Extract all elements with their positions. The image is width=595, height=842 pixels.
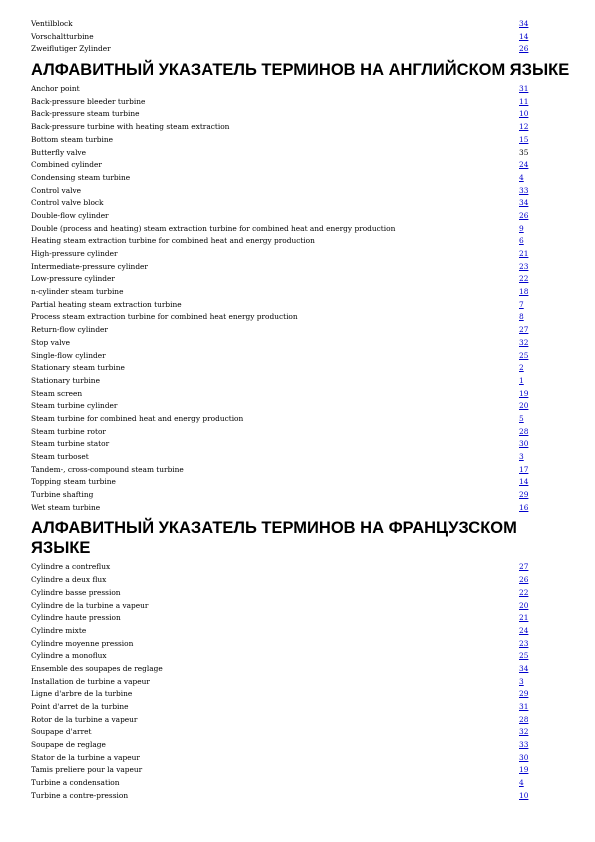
term-number-link[interactable]: 15 xyxy=(519,134,529,144)
term-number-link[interactable]: 25 xyxy=(519,350,529,360)
term-number-link[interactable]: 22 xyxy=(519,274,529,284)
index-entry xyxy=(31,638,531,651)
index-term: Double (process and heating) steam extraction turbine for combined heat and energy production xyxy=(31,223,396,233)
index-entry xyxy=(31,350,531,363)
index-entry xyxy=(31,248,531,261)
index-entry xyxy=(31,752,531,765)
term-number-link[interactable]: 27 xyxy=(519,325,529,335)
index-term: Zweiflutiger Zylinder xyxy=(31,44,111,54)
index-term: Cylindre mixte xyxy=(31,625,87,635)
term-number-link[interactable]: 31 xyxy=(519,84,529,94)
term-number-link[interactable]: 9 xyxy=(519,223,524,233)
index-entry xyxy=(31,388,531,401)
index-entry xyxy=(31,375,531,388)
index-entry xyxy=(31,134,531,147)
term-number-link[interactable]: 30 xyxy=(519,439,529,449)
term-number-link[interactable]: 3 xyxy=(519,676,524,686)
term-number-link[interactable]: 19 xyxy=(519,765,529,775)
term-number-link[interactable]: 2 xyxy=(519,363,524,373)
index-term: Tandem-, cross-compound steam turbine xyxy=(31,464,184,474)
index-entry xyxy=(31,451,531,464)
term-number-link[interactable]: 32 xyxy=(519,337,529,347)
index-term: Stationary turbine xyxy=(31,375,100,385)
index-entry xyxy=(31,476,531,489)
index-entry xyxy=(31,790,531,803)
index-entry xyxy=(31,273,531,286)
term-number-link[interactable]: 8 xyxy=(519,312,524,322)
term-number-link[interactable]: 6 xyxy=(519,236,524,246)
index-term: n-cylinder steam turbine xyxy=(31,287,124,297)
index-entry xyxy=(31,311,531,324)
index-entry xyxy=(31,43,531,56)
index-entry xyxy=(31,464,531,477)
term-number-link[interactable]: 28 xyxy=(519,714,529,724)
term-number-link[interactable]: 22 xyxy=(519,587,529,597)
term-number-link[interactable]: 1 xyxy=(519,375,524,385)
term-number-link[interactable]: 7 xyxy=(519,299,524,309)
index-entry xyxy=(31,362,531,375)
index-term: Turbine a contre-pression xyxy=(31,790,129,800)
index-term: Condensing steam turbine xyxy=(31,172,131,182)
index-term: Combined cylinder xyxy=(31,160,102,170)
term-number-link[interactable]: 27 xyxy=(519,562,529,572)
index-term: Anchor point xyxy=(31,84,80,94)
index-entry xyxy=(31,574,531,587)
index-term: Partial heating steam extraction turbine xyxy=(31,299,182,309)
term-number-link[interactable]: 34 xyxy=(519,198,529,208)
index-entry xyxy=(31,400,531,413)
index-entry xyxy=(31,587,531,600)
index-term: Stationary steam turbine xyxy=(31,363,125,373)
index-term: Intermediate-pressure cylinder xyxy=(31,261,148,271)
index-term: Cylindre haute pression xyxy=(31,613,121,623)
index-term: Stator de la turbine a vapeur xyxy=(31,752,140,762)
term-number-link[interactable]: 19 xyxy=(519,388,529,398)
term-number-link[interactable]: 25 xyxy=(519,651,529,661)
index-entry xyxy=(31,489,531,502)
index-entry xyxy=(31,561,531,574)
index-term: Cylindre a monoflux xyxy=(31,651,107,661)
index-entry xyxy=(31,714,531,727)
index-term: Wet steam turbine xyxy=(31,502,101,512)
index-entry xyxy=(31,739,531,752)
term-number-link[interactable]: 3 xyxy=(519,452,524,461)
index-entry xyxy=(31,223,531,236)
index-term: Ensemble des soupapes de reglage xyxy=(31,663,163,673)
term-number-link[interactable]: 20 xyxy=(519,600,529,610)
index-term: Steam turbine for combined heat and energy production xyxy=(31,413,244,423)
index-term: Ventilblock xyxy=(31,19,73,28)
index-entry xyxy=(31,600,531,613)
index-term: Turbine a condensation xyxy=(31,778,120,788)
index-entry xyxy=(31,299,531,312)
french-index-list xyxy=(31,561,531,802)
index-entry xyxy=(31,108,531,121)
term-number-link[interactable]: 23 xyxy=(519,638,529,648)
index-term: Point d'arret de la turbine xyxy=(31,702,129,711)
term-number-link[interactable]: 26 xyxy=(519,210,529,220)
term-number-link[interactable]: 33 xyxy=(519,740,529,750)
term-number-link[interactable]: 28 xyxy=(519,426,529,436)
index-term: Installation de turbine a vapeur xyxy=(31,676,150,686)
index-entry xyxy=(31,31,531,44)
index-term: Double-flow cylinder xyxy=(31,210,109,220)
term-number-link[interactable]: 4 xyxy=(519,172,524,182)
index-term: Ligne d'arbre de la turbine xyxy=(31,689,133,699)
index-term: Butterfly valve xyxy=(31,147,86,157)
index-term: Control valve block xyxy=(31,198,104,208)
index-entry xyxy=(31,286,531,299)
term-number-link[interactable]: 33 xyxy=(519,185,529,195)
index-entry xyxy=(31,676,531,689)
index-entry xyxy=(31,172,531,185)
index-entry xyxy=(31,121,531,134)
index-entry xyxy=(31,777,531,790)
index-term: Back-pressure turbine with heating steam extraction xyxy=(31,122,230,132)
index-term: Cylindre moyenne pression xyxy=(31,638,134,648)
index-term: Steam screen xyxy=(31,388,83,398)
english-index-list xyxy=(31,83,531,514)
term-number-link[interactable]: 21 xyxy=(519,249,529,258)
index-entry xyxy=(31,688,531,701)
term-number-link[interactable]: 24 xyxy=(519,160,529,170)
index-term: Steam turboset xyxy=(31,452,89,461)
french-index-heading: АЛФАВИТНЫЙ УКАЗАТЕЛЬ ТЕРМИНОВ НА ФРАНЦУЗСКОМ ЯЗЫКЕ xyxy=(31,519,517,558)
index-term: Cylindre a contreflux xyxy=(31,562,111,572)
index-term: Return-flow cylinder xyxy=(31,325,108,335)
term-number-link[interactable]: 12 xyxy=(519,122,529,132)
index-entry xyxy=(31,438,531,451)
index-entry xyxy=(31,625,531,638)
term-number-link[interactable]: 30 xyxy=(519,752,529,762)
index-term: Process steam extraction turbine for combined heat energy production xyxy=(31,312,298,322)
term-number-link[interactable]: 10 xyxy=(519,109,529,119)
index-term: Topping steam turbine xyxy=(31,477,116,487)
index-term: Rotor de la turbine a vapeur xyxy=(31,714,138,724)
term-number-link[interactable]: 18 xyxy=(519,287,529,297)
index-entry xyxy=(31,726,531,739)
index-entry xyxy=(31,612,531,625)
index-entry xyxy=(31,159,531,172)
index-term: High-pressure cylinder xyxy=(31,249,118,258)
top-index-list xyxy=(31,18,531,56)
index-content xyxy=(31,18,570,803)
index-entry xyxy=(31,426,531,439)
term-number-link[interactable]: 29 xyxy=(519,689,529,699)
term-number-link[interactable]: 17 xyxy=(519,464,529,474)
index-term: Cylindre a deux flux xyxy=(31,575,107,585)
index-term: Low-pressure cylinder xyxy=(31,274,115,284)
index-entry xyxy=(31,261,531,274)
term-number-link[interactable]: 31 xyxy=(519,702,529,711)
index-term: Soupape de reglage xyxy=(31,740,106,750)
index-term: Back-pressure bleeder turbine xyxy=(31,96,146,106)
index-term: Vorschaltturbine xyxy=(31,31,94,41)
index-term: Single-flow cylinder xyxy=(31,350,106,360)
index-term: Back-pressure steam turbine xyxy=(31,109,140,119)
term-number-link[interactable]: 29 xyxy=(519,490,529,500)
index-term: Cylindre de la turbine a vapeur xyxy=(31,600,149,610)
index-term: Soupape d'arret xyxy=(31,727,92,737)
term-number-link[interactable]: 34 xyxy=(519,19,529,28)
index-term: Tamis preliere pour la vapeur xyxy=(31,765,143,775)
index-entry xyxy=(31,663,531,676)
index-entry xyxy=(31,18,531,31)
term-number-link[interactable]: 10 xyxy=(519,790,529,800)
index-entry xyxy=(31,413,531,426)
term-number-link[interactable]: 32 xyxy=(519,727,529,737)
index-entry xyxy=(31,235,531,248)
term-number-link[interactable]: 11 xyxy=(519,96,529,106)
term-number-link[interactable]: 20 xyxy=(519,401,529,411)
index-term: Cylindre basse pression xyxy=(31,587,121,597)
term-number-link[interactable]: 24 xyxy=(519,625,529,635)
index-term: Turbine shafting xyxy=(31,490,94,500)
term-number-link[interactable]: 16 xyxy=(519,502,529,512)
index-entry xyxy=(31,337,531,350)
index-term: Steam turbine rotor xyxy=(31,426,106,436)
index-entry xyxy=(31,502,531,515)
term-number-link[interactable]: 34 xyxy=(519,663,529,673)
term-number-link[interactable]: 5 xyxy=(519,413,524,423)
index-entry xyxy=(31,210,531,223)
term-number-link[interactable]: 26 xyxy=(519,575,529,585)
index-entry xyxy=(31,650,531,663)
term-number-link[interactable]: 14 xyxy=(519,477,529,487)
index-entry xyxy=(31,83,531,96)
english-index-heading: АЛФАВИТНЫЙ УКАЗАТЕЛЬ ТЕРМИНОВ НА АНГЛИЙСКОМ ЯЗЫКЕ xyxy=(31,61,570,80)
index-entry xyxy=(31,701,531,714)
index-term: Stop valve xyxy=(31,337,71,347)
index-term: Steam turbine cylinder xyxy=(31,401,118,411)
index-term: Steam turbine stator xyxy=(31,439,110,449)
term-number-link[interactable]: 21 xyxy=(519,613,529,623)
term-number-link[interactable]: 14 xyxy=(519,31,529,41)
term-number-link[interactable]: 26 xyxy=(519,44,529,54)
index-entry xyxy=(31,197,531,210)
index-term: Heating steam extraction turbine for combined heat and energy production xyxy=(31,236,315,246)
index-entry xyxy=(31,764,531,777)
term-number-link[interactable]: 4 xyxy=(519,778,524,788)
index-entry xyxy=(31,96,531,109)
index-entry xyxy=(31,147,531,160)
index-term: Bottom steam turbine xyxy=(31,134,114,144)
index-term: Control valve xyxy=(31,185,82,195)
term-number-link[interactable]: 23 xyxy=(519,261,529,271)
term-number: 35 xyxy=(519,147,529,157)
index-entry xyxy=(31,185,531,198)
index-entry xyxy=(31,324,531,337)
